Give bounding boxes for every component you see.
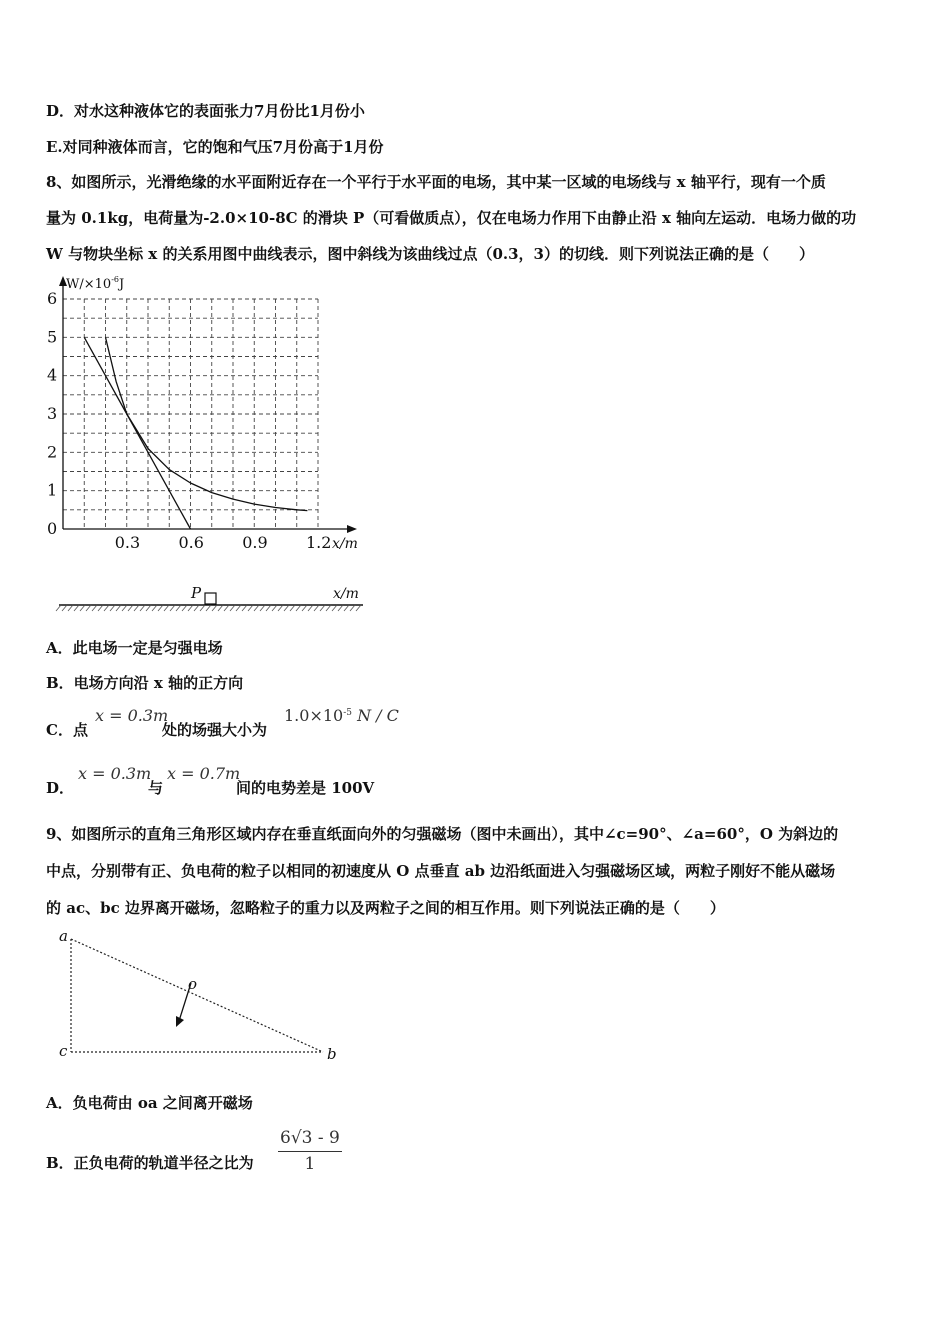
y-tick-label: 4 <box>47 365 58 385</box>
x-tick-label: 1.2 <box>306 533 332 552</box>
block-p <box>205 593 216 604</box>
q8-option-c-prefix: C．点 <box>46 721 88 739</box>
vertex-c: c <box>59 1042 68 1060</box>
q9-line-3: 的 ac、bc 边界离开磁场，忽略粒子的重力以及两粒子之间的相互作用。则下列说法正确的是（ ） <box>46 899 725 917</box>
y-tick-label: 6 <box>47 289 58 308</box>
triangle-diagram <box>55 925 365 1065</box>
x-axis-label: x/m <box>332 536 358 552</box>
q9-option-b-fraction <box>278 1128 342 1174</box>
y-tick-label: 1 <box>47 480 58 500</box>
q8-option-c-mid: 处的场强大小为 <box>162 721 268 739</box>
q8-option-d-mid: 与 <box>148 779 164 797</box>
midpoint-o: o <box>188 975 198 993</box>
q8-line-1: 8、如图所示，光滑绝缘的水平面附近存在一个平行于水平面的电场，其中某一区域的电场线与 x 轴平行，现有一个质 <box>46 173 826 191</box>
q9-line-1: 9、如图所示的直角三角形区域内存在垂直纸面向外的匀强磁场（图中未画出），其中∠c=90°、∠a=60°，O 为斜边的 <box>46 825 839 843</box>
y-axis-label: $W/\times 10^{-6}J$ <box>66 275 125 292</box>
q8-option-a: A．此电场一定是匀强电场 <box>46 639 223 657</box>
q8-option-b: B．电场方向沿 x 轴的正方向 <box>46 674 244 692</box>
q8-line-3: W 与物块坐标 x 的关系用图中曲线表示，图中斜线为该曲线过点（0.3，3）的切线．则下列说法正确的是（ ） <box>46 245 814 263</box>
q9-option-a: A．负电荷由 oa 之间离开磁场 <box>46 1094 253 1112</box>
vertex-b: b <box>327 1045 337 1063</box>
x-tick-label: 0.9 <box>242 533 268 552</box>
x-axis-arrow-icon <box>347 525 357 533</box>
y-tick-label: 0 <box>47 519 58 538</box>
x-tick-label: 0.6 <box>178 533 204 552</box>
q8-option-d-prefix: D． <box>46 779 75 797</box>
option-e-q7: E.对同种液体而言，它的饱和气压7月份高于1月份 <box>46 138 384 156</box>
option-d-q7: D．对水这种液体它的表面张力7月份比1月份小 <box>46 102 365 120</box>
surface-x-label: x/m <box>333 586 359 602</box>
vertex-a: a <box>59 927 68 945</box>
q8-option-d-math1: x = 0.3m <box>78 764 152 783</box>
work-curve <box>106 337 308 510</box>
block-p-label: P <box>191 584 202 602</box>
surface-diagram <box>55 578 375 618</box>
q8-option-d-math2: x = 0.7m <box>167 764 241 783</box>
q8-option-c-math1: x = 0.3m <box>95 706 169 725</box>
chart-axes <box>59 276 357 533</box>
work-position-chart <box>40 272 360 552</box>
x-tick-label: 0.3 <box>114 533 141 552</box>
chart-ticks <box>47 289 331 552</box>
chart-grid <box>63 299 318 529</box>
q8-option-c-math2: $1.0\times 10^{-5}$ N / C <box>284 706 399 725</box>
q8-line-2: 量为 0.1kg，电荷量为-2.0×10-8C 的滑块 P（可看做质点），仅在电场力作用下由静止沿 x 轴向左运动．电场力做的功 <box>46 209 857 227</box>
q8-option-d-post: 间的电势差是 100V <box>236 779 375 797</box>
q9-option-b-prefix: B．正负电荷的轨道半径之比为 <box>46 1154 254 1172</box>
surface-hatching <box>56 605 361 611</box>
y-tick-label: 3 <box>47 404 58 423</box>
y-tick-label: 5 <box>47 327 58 347</box>
fraction-numerator: 6√3 - 9 <box>278 1128 342 1152</box>
y-tick-label: 2 <box>47 442 58 462</box>
fraction-denominator: 1 <box>304 1154 316 1174</box>
q9-line-2: 中点，分别带有正、负电荷的粒子以相同的初速度从 O 点垂直 ab 边沿纸面进入匀强磁场区域，两粒子刚好不能从磁场 <box>46 862 836 880</box>
